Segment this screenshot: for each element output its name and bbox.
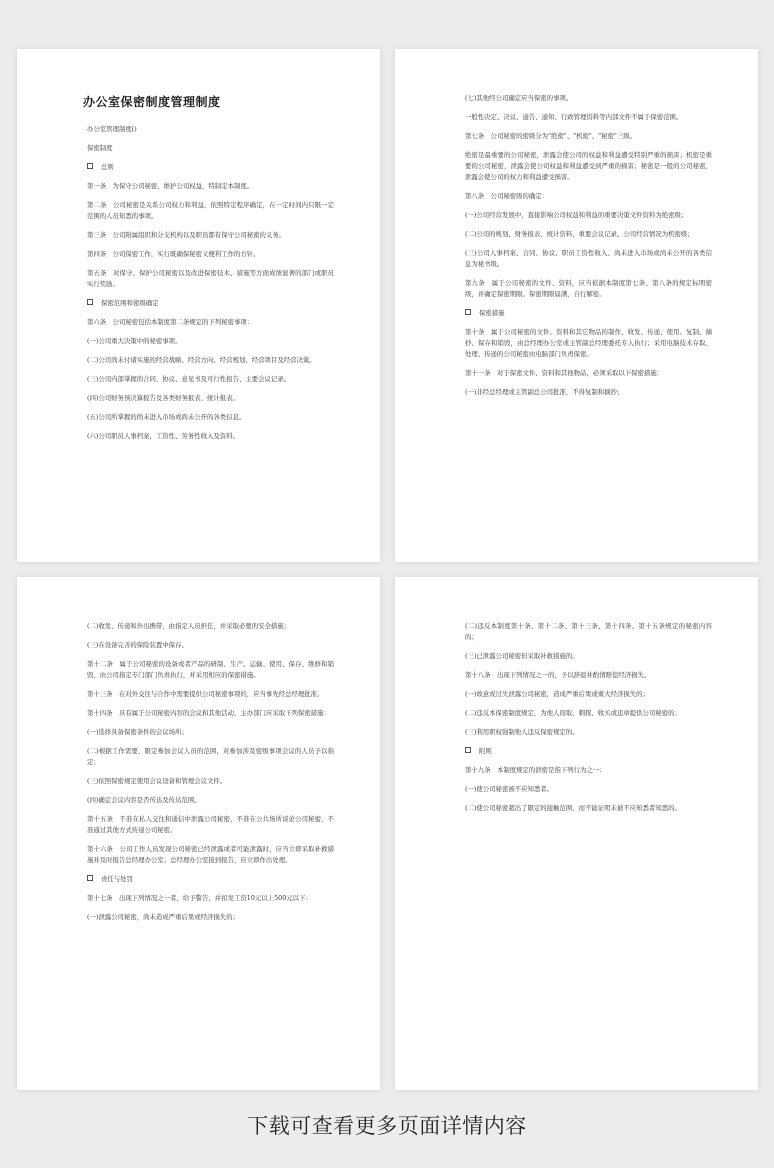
- paragraph: 绝密是最重要的公司秘密，泄露会使公司的权益和利益遭受特别严重的损害；机密是重要的公司秘密，泄露会使公司权益和利益遭受到严重的损害；秘密是一般的公司秘密，泄露会使公司的权力和利益遭受损害。: [465, 151, 712, 181]
- section-heading: [465, 746, 712, 757]
- paragraph: (一)泄露公司秘密，尚未造成严重后果或经济损失的；: [87, 913, 239, 921]
- paragraph: (三)利用职权强制他人违反保密规定的。: [465, 728, 579, 736]
- paragraph: 第六条 公司秘密包括本制度第二条规定的下列秘密事项：: [87, 318, 254, 326]
- paragraph: (一)故意或过失泄露公司秘密，造成严重后果或重大经济损失的；: [465, 690, 649, 698]
- paragraph: 第十一条 对于保密文件、资料和其他物品，必须采取以下保密措施：: [465, 369, 664, 377]
- paragraph: (三)已泄露公司秘密但采取补救措施的。: [465, 652, 579, 660]
- section-heading: [87, 874, 334, 885]
- checkbox-square-icon: [465, 309, 471, 315]
- checkbox-square-icon: [465, 747, 471, 753]
- section-heading-text: 保密范围和密级确定: [101, 299, 159, 307]
- page-body: [87, 124, 334, 442]
- section-heading-text: 责任与处罚: [101, 875, 133, 883]
- page-body: [465, 621, 712, 814]
- paragraph: (二)违反本制度第十条、第十二条、第十三条、第十四条、第十五条规定的秘密内容的；: [465, 622, 712, 641]
- paragraph: 第十五条 不准在私人交往和通信中泄露公司秘密，不准在公共场所谈论公司秘密，不准通过其他方式传递公司秘密。: [87, 815, 334, 834]
- checkbox-square-icon: [87, 875, 93, 881]
- paragraph: 第十三条 在对外交往与合作中需要提供公司秘密事项的，应当事先经总经理批准。: [87, 690, 324, 698]
- paragraph: 第十八条 出现下列情况之一的，予以辞退并酌情赔偿经济损失。: [465, 671, 651, 679]
- paragraph: 第七条 公司秘密的密级分为"绝密"、"机密"、"秘密"三级。: [465, 132, 637, 140]
- document-page-3: [17, 577, 380, 1090]
- paragraph: (二)使公司秘密超出了限定的接触范围，而不能证明未被不应知悉者知悉的。: [465, 804, 681, 812]
- document-page-1: [17, 49, 380, 562]
- paragraph: (二)公司尚未付诸实施的经营战略、经营方向、经营规划、经营项目及经营决策。: [87, 356, 316, 364]
- page-body: [87, 621, 334, 923]
- paragraph: 第一条 为保守公司秘密，维护公司权益，特制定本制度。: [87, 182, 254, 190]
- paragraph: (三)公司内部掌握的合同、协议、意见书及可行性报告、主要会议记录。: [87, 375, 291, 383]
- paragraph: 一般性决定、决议、通告、通知、行政管理资料等内部文件不属于保密范围。: [465, 113, 683, 121]
- paragraph: (三)公司人事档案、合同、协议、职员工资性收入、尚未进入市场或尚未公开的各类信息为秘书级。: [465, 249, 712, 268]
- paragraph: (一)公司重大决策中的秘密事项。: [87, 337, 182, 345]
- paragraph: 第十七条 出现下列情况之一者，给予警告，并扣发工资10元以上500元以下：: [87, 894, 312, 902]
- paragraph: (二)公司的规划、财务报表、统计资料、重要会议记录、公司经营情况为机密级；: [465, 230, 694, 238]
- paragraph: (三)依照保密规定使用会议设备和管理会议文件。: [87, 777, 227, 785]
- paragraph: 第十二条 属于公司秘密的设备或者产品的研制、生产、运输、使用、保存、维修和销毁，由公司指定专门部门负责执行，并采用相应的保密措施。: [87, 660, 334, 679]
- paragraph: (四)公司财务预决算报告及各类财务报表、统计报表。: [87, 394, 239, 402]
- paragraph: (二)违反本保密制度规定，为他人窃取、刺探、收买或违章提供公司秘密的；: [465, 709, 681, 717]
- download-caption[interactable]: 下载可查看更多页面详情内容: [247, 1114, 527, 1138]
- document-page-2: [395, 49, 758, 562]
- section-heading-text: 总则: [101, 163, 114, 171]
- paragraph: 第十条 属于公司秘密的文件、资料和其它物品的制作、收发、传递、使用、复制、摘抄、保存和销毁，由总经理办公室或主管副总经理委托专人执行；采用电脑技术存取、处理、传递的公司秘密由电脑部门负责保密。: [465, 328, 712, 358]
- page-body: [465, 93, 712, 398]
- paragraph: (一)公司经营发展中，直接影响公司权益和利益的重要决策文件资料为绝密级；: [465, 211, 688, 219]
- section-heading: [87, 298, 334, 309]
- paragraph: 第十四条 具有属于公司秘密内容的会议和其他活动，主办部门应采取下列保密措施：: [87, 709, 330, 717]
- checkbox-square-icon: [87, 163, 93, 169]
- paragraph: (五)公司所掌握的尚未进入市场或尚未公开的各类信息。: [87, 413, 246, 421]
- paragraph: 第五条 对保守、保护公司秘密以及改进保密技术、措施等方面成绩显著的部门或职员实行奖励。: [87, 269, 334, 288]
- paragraph: 第九条 属于公司秘密的文件、资料，应当依据本制度第七条、第八条的规定标明密级，并确定保密期限。保密期限届满，自行解密。: [465, 279, 712, 298]
- paragraph: 第十九条 本制度规定的泄密是指下列行为之一：: [465, 766, 606, 774]
- section-heading-text: 附则: [479, 747, 492, 755]
- paragraph: (七)其他经公司确定应当保密的事项。: [465, 94, 573, 102]
- paragraph: 保密制度: [87, 144, 113, 152]
- paragraph: (二)根据工作需要，限定参加会议人员的范围，对参加涉及密级事项会议的人员予以指定；: [87, 747, 334, 766]
- paragraph: 第二条 公司秘密是关系公司权力和利益，依照特定程序确定，在一定时间内只限一定范围的人员知悉的事项。: [87, 201, 334, 220]
- paragraph: (四)确定会议内容是否传达及传达范围。: [87, 796, 201, 804]
- paragraph: 第三条 公司附属组织和分支机构以及职员都有保守公司秘密的义务。: [87, 231, 286, 239]
- paragraph: (二)收发、传递和外出携带，由指定人员担任，并采取必要的安全措施；: [87, 622, 291, 630]
- paragraph: (一)选择具备保密条件的会议场所；: [87, 728, 188, 736]
- paragraph: 第八条 公司秘密级的确定：: [465, 192, 549, 200]
- paragraph: (六)公司职员人事档案，工资性、劳务性收入及资料。: [87, 432, 239, 440]
- paragraph: (一)使公司秘密被不应知悉者。: [465, 785, 554, 793]
- document-title: 办公室保密制度管理制度: [83, 95, 221, 109]
- paragraph: (三)在设备完善的保险装置中保存。: [87, 641, 188, 649]
- paragraph: 第四条 公司保密工作，实行既确保秘密又便利工作的方针。: [87, 250, 260, 258]
- section-heading-text: 保密措施: [479, 309, 505, 317]
- paragraph: 第十六条 公司工作人员发现公司秘密已经泄露或者可能泄露时，应当立即采取补救措施并及时报告总经理办公室；总经理办公室接到报告，应立即作出处理。: [87, 845, 334, 864]
- section-heading: [465, 308, 712, 319]
- paragraph: (一)非经总经理或主管副总公司批准，不得复制和摘抄；: [465, 388, 624, 396]
- section-heading: [87, 162, 334, 173]
- document-page-4: [395, 577, 758, 1090]
- paragraph: 办公室管理制度(): [87, 125, 137, 133]
- checkbox-square-icon: [87, 299, 93, 305]
